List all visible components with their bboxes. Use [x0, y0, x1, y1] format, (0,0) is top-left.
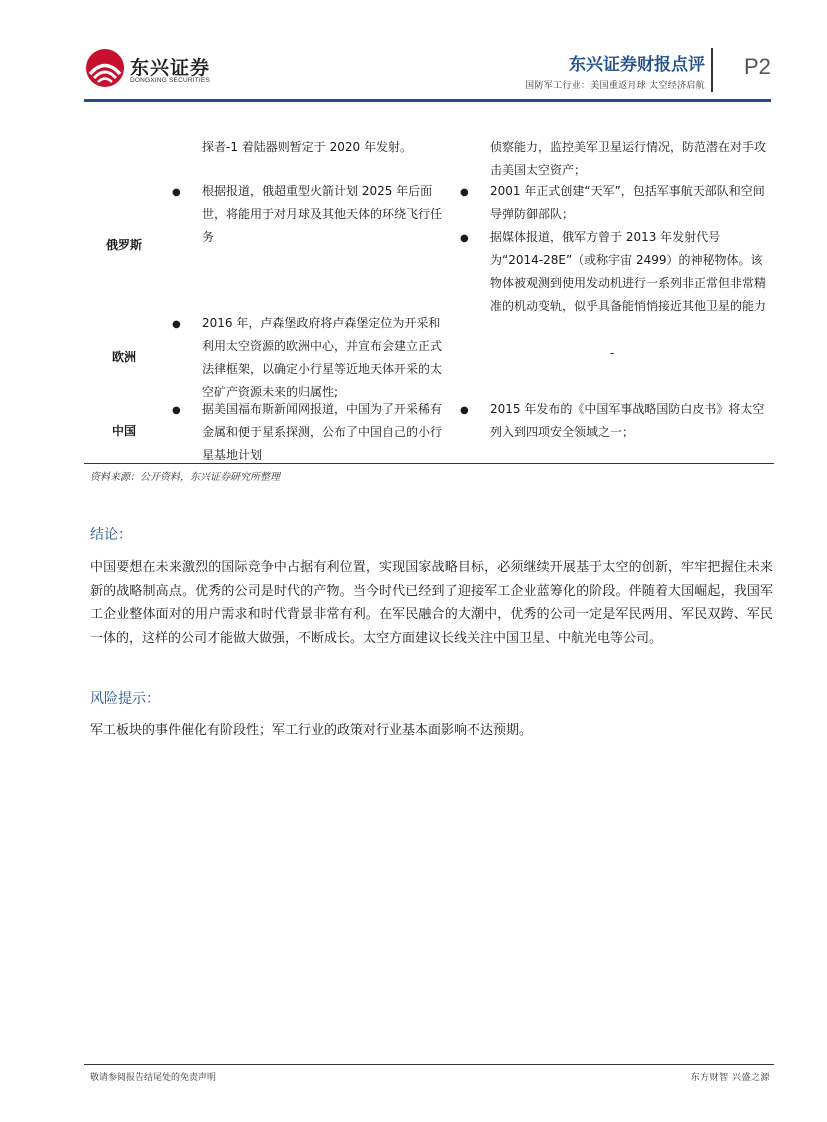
- conclusion-paragraph: 中国要想在未来激烈的国际竞争中占据有利位置，实现国家战略目标，必须继续开展基于太空的创新，牢牢把握住未来新的战略制高点。优秀的公司是时代的产物。当今时代已经到了迎接军工企业蓝筹化的阶段。伴随着大国崛起，我国军工企业整体面对的用户需求和时代背景非常有利。在军民融合的大潮中，优秀的公司一定是军民两用、军民双跨、军民一体的，这样的公司才能做大做强，不断成长。太空方面建议长线关注中国卫星、中航光电等公司。: [90, 560, 773, 646]
- bullet-icon: ●: [172, 319, 181, 330]
- region-label: 中国: [111, 424, 136, 438]
- table-cell-text: 据媒体报道，俄军方曾于 2013 年发射代号为“2014-28E”（或称宇宙 2499）的神秘物体。该物体被观测到使用发动机进行一系列非正常但非常精准的机动变轨，似乎具备能悄悄接近其他卫星的能力: [490, 230, 767, 313]
- report-type-title: 东兴证券财报点评: [569, 55, 705, 75]
- bullet-icon: ●: [172, 187, 181, 198]
- conclusion-heading: 结论：: [90, 527, 132, 543]
- header-divider: [711, 48, 713, 92]
- bullet-icon: ●: [172, 405, 181, 416]
- disclaimer-note: 敬请参阅报告结尾处的免责声明: [90, 1073, 217, 1083]
- page-number: P2: [744, 54, 771, 79]
- table-bottom-rule: [84, 463, 774, 464]
- table-cell-text: 探者-1 着陆器则暂定于 2020 年发射。: [202, 140, 412, 154]
- table-cell-text: 根据报道，俄超重型火箭计划 2025 年后面世，将能用于对月球及其他天体的环绕飞行任务: [202, 184, 443, 244]
- company-slogan: 东方财智 兴盛之源: [690, 1073, 770, 1083]
- risk-heading: 风险提示：: [90, 691, 160, 707]
- footer-rule: [84, 1064, 774, 1065]
- table-source-note: 资料来源：公开资料，东兴证券研究所整理: [90, 472, 280, 483]
- table-row-russia: [84, 132, 774, 312]
- empty-cell-dash: -: [610, 346, 615, 360]
- bullet-icon: ●: [460, 233, 469, 244]
- table-cell-text: 2015 年发布的《中国军事战略国防白皮书》将太空列入到四项安全领域之一；: [490, 402, 765, 439]
- logo-chinese-name: 东兴证券: [130, 57, 211, 79]
- table-row-europe: [84, 312, 774, 400]
- region-label: 俄罗斯: [105, 238, 142, 252]
- company-logo: [84, 47, 224, 91]
- header-rule: [84, 99, 771, 102]
- table-row-china: [84, 398, 774, 464]
- table-cell-text: 2016 年，卢森堡政府将卢森堡定位为开采和利用太空资源的欧洲中心，并宣布会建立正式法律框架，以确定小行星等近地天体开采的太空矿产资源未来的归属性;: [202, 316, 443, 399]
- logo-emblem-icon: [84, 47, 126, 89]
- logo-english-name: DONGXING SECURITIES: [130, 77, 211, 84]
- table-cell-text: 2001 年正式创建“天军”，包括军事航天部队和空间导弹防御部队；: [490, 184, 765, 221]
- bullet-icon: ●: [460, 187, 469, 198]
- bullet-icon: ●: [460, 405, 469, 416]
- risk-paragraph: 军工板块的事件催化有阶段性；军工行业的政策对行业基本面影响不达预期。: [90, 723, 533, 738]
- region-label: 欧洲: [111, 350, 136, 364]
- table-cell-text: 侦察能力，监控美军卫星运行情况，防范潜在对手攻击美国太空资产；: [490, 140, 767, 177]
- report-subtitle: 国防军工行业：美国重返月球 太空经济启航: [525, 81, 705, 91]
- table-cell-text: 据美国福布斯新闻网报道，中国为了开采稀有金属和便于星系探测，公布了中国自己的小行星基地计划: [202, 402, 443, 462]
